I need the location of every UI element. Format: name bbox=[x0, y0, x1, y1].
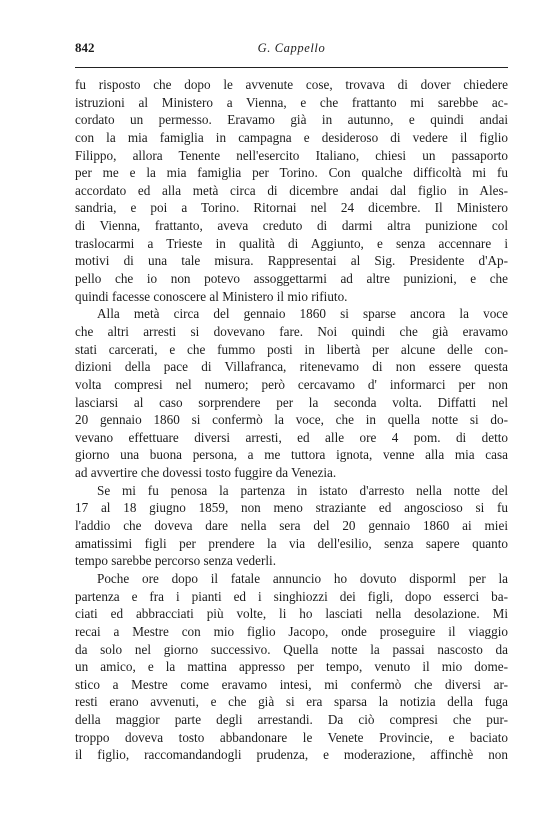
text-line: partenza e fra i pianti ed i singhiozzi dei figli, dopo esserci ba- bbox=[75, 588, 508, 604]
text-line: il figlio, raccomandandogli prudenza, e moderazione, affinchè non bbox=[75, 747, 508, 763]
text-line: traslocarmi a Trieste in qualità di Aggiunto, e senza accennare i bbox=[75, 235, 508, 251]
text-line: l'addio che doveva dare nella sera del 20 gennaio 1860 ai miei bbox=[75, 518, 508, 534]
header-rule bbox=[75, 67, 508, 68]
body-text bbox=[75, 76, 508, 764]
text-line: Filippo, allora Tenente nell'esercito Italiano, chiesi un passaporto bbox=[75, 147, 508, 163]
text-line: motivi di una tale misura. Rappresentai al Sig. Presidente d'Ap- bbox=[75, 253, 508, 269]
text-line: recai a Mestre con mio figlio Jacopo, onde proseguire il viaggio bbox=[75, 623, 508, 639]
text-line: lasciarsi al caso sorprendere per la seconda volta. Diffatti nel bbox=[75, 394, 508, 410]
text-line: pello che io non potevo assoggettarmi ad altre punizioni, e che bbox=[75, 271, 508, 287]
text-line: dizioni della pace di Villafranca, ritenevamo di non essere questa bbox=[75, 359, 508, 375]
text-line: stati carcerati, e che fummo posti in libertà per alcune delle con- bbox=[75, 341, 508, 357]
page-number: 842 bbox=[75, 40, 95, 55]
text-line: quindi facesse conoscere al Ministero il mio rifiuto. bbox=[75, 288, 348, 304]
page-header bbox=[75, 40, 508, 58]
text-line: troppo doveva tosto abbandonare le Venete Provincie, e baciato bbox=[75, 729, 508, 745]
text-line: Se mi fu penosa la partenza in istato d'arresto nella notte del bbox=[97, 482, 508, 498]
text-line: cordato un permesso. Eravamo già in autunno, e quindi andai bbox=[75, 112, 508, 128]
text-line: ad avvertire che dovessi tosto fuggire da Venezia. bbox=[75, 465, 337, 481]
text-line: della maggior parte degli arrestandi. Da ciò compresi che pur- bbox=[75, 712, 508, 728]
text-line: per me e la mia famiglia per Torino. Con qualche difficoltà mi fu bbox=[75, 165, 508, 181]
text-line: Alla metà circa del gennaio 1860 si sparse ancora la voce bbox=[97, 306, 508, 322]
text-line: 17 al 18 giugno 1859, non meno straziante ed angoscioso si fu bbox=[75, 500, 508, 516]
text-line: che altri arresti si dovevano fare. Noi quindi che già eravamo bbox=[75, 323, 508, 339]
text-line: tempo sarebbe percorso senza vederli. bbox=[75, 553, 277, 569]
text-line: con la mia famiglia in campagna e desideroso di vedere il figlio bbox=[75, 129, 508, 145]
text-line: resti erano avvenuti, e che già si era sparsa la notizia della fuga bbox=[75, 694, 508, 710]
text-line: volta compresi nel numero; però cercavamo d' informarci per non bbox=[75, 376, 508, 392]
text-line: fu risposto che dopo le avvenute cose, trovava di dover chiedere bbox=[75, 77, 508, 92]
text-line: accordato ed alla metà circa di dicembre andai dal figlio in Ales- bbox=[75, 182, 508, 198]
text-line: sandria, e poi a Torino. Ritornai nel 24 dicembre. Il Ministero bbox=[75, 200, 508, 216]
text-line: istruzioni al Ministero a Vienna, e che frattanto mi sarebbe ac- bbox=[75, 94, 508, 110]
text-line: stico a Mestre come eravamo intesi, mi confermò che diversi ar- bbox=[75, 676, 508, 692]
text-line: giorno una buona persona, a me tuttora ignota, venne alla mia casa bbox=[75, 447, 508, 463]
text-line: Poche ore dopo il fatale annuncio ho dovuto disporml per la bbox=[97, 570, 508, 586]
text-line: di Vienna, frattanto, aveva creduto di darmi altra punizione col bbox=[75, 218, 508, 234]
text-line: amatissimi figli per prendere la via dell'esilio, senza sapere quanto bbox=[75, 535, 508, 551]
running-head: G. Cappello bbox=[257, 41, 326, 55]
text-line: un amico, e la mattina appresso per tempo, venuto il mio dome- bbox=[75, 659, 508, 675]
text-line: 20 gennaio 1860 si confermò la voce, che in quella notte si do- bbox=[75, 412, 508, 428]
text-line: da solo nel giorno successivo. Quella notte la passai nascosto da bbox=[75, 641, 508, 657]
text-line: vevano effettuare diversi arresti, ed alle ore 4 pom. di detto bbox=[75, 429, 508, 445]
text-line: ciati ed abbracciati più volte, li ho lasciati nella desolazione. Mi bbox=[75, 606, 508, 622]
